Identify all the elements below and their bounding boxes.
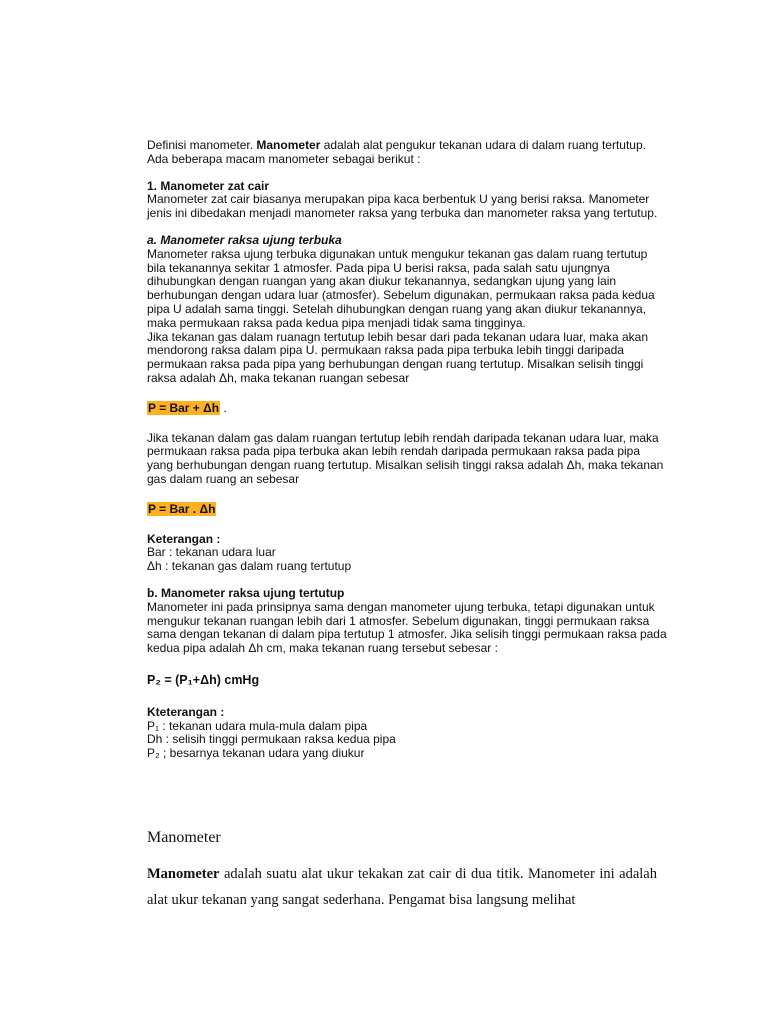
section2-text: adalah suatu alat ukur tekakan zat cair di dua titik. Manometer ini adalah alat ukur tekanan yang sangat sederhana. Pengamat bisa langsung melihat — [147, 866, 657, 908]
sectionA-paragraph2: Jika tekanan gas dalam ruanagn tertutup lebih besar dari pada tekanan udara luar, maka akan mendorong raksa dalam pipa U. permukaan raksa pada pipa terbuka lebih tinggi daripada permukaan raksa pada pipa yang berhubungan dengan ruang tertutup. Misalkan selisih tinggi raksa adalah Δh, maka tekanan ruangan sebesar — [147, 329, 648, 385]
section1-heading: 1. Manometer zat cair — [147, 178, 270, 193]
section2-paragraph — [147, 861, 657, 913]
formula2-line — [147, 503, 667, 517]
formula1-highlight: P = Bar + Δh — [148, 400, 220, 415]
sectionB-heading: b. Manometer raksa ujung tertutup — [147, 585, 345, 600]
sans-text-block — [147, 139, 667, 761]
formula2-highlight: P = Bar . Δh — [148, 501, 216, 516]
keterangan1-line2: Δh : tekanan gas dalam ruang tertutup — [147, 559, 352, 574]
sectionA-heading: a. Manometer raksa ujung terbuka — [147, 232, 342, 247]
formula1-tail: . — [220, 400, 227, 415]
section2-title: Manometer — [147, 829, 221, 846]
keterangan2-line3: P₂ ; besarnya tekanan udara yang diukur — [147, 746, 365, 761]
keterangan2-line1: P₁ : tekanan udara mula-mula dalam pipa — [147, 718, 368, 733]
intro-lead: Definisi manometer. — [147, 138, 257, 152]
sectionA-paragraph1: Manometer raksa ujung terbuka digunakan untuk mengukur tekanan gas dalam ruang tertutup bila tekanannya sekitar 1 atmosfer. Pada pipa U berisi raksa, pada salah satu ujungnya dihubungkan dengan ruangan yang akan diukur tekanannya, sedangkan ujung yang lain berhubungan dengan udara luar (atmosfer). Sebelum digunakan, permukaan raksa pada kedua pipa U adalah sama tinggi. Setelah dihubungkan dengan ruang yang akan diukur tekanannya, maka permukaan raksa pada kedua pipa menjadi tidak sama tingginya. — [147, 246, 655, 330]
section1-text: Manometer zat cair biasanya merupakan pipa kaca berbentuk U yang berisi raksa. Manometer jenis ini dibedakan menjadi manometer raksa yang terbuka dan manometer raksa yang tertutup. — [147, 192, 658, 221]
intro-term: Manometer — [256, 138, 321, 152]
formula3-line: P₂ = (P₁+Δh) cmHg — [147, 672, 260, 687]
keterangan2-line2: Dh : selisih tinggi permukaan raksa kedua pipa — [147, 732, 396, 747]
keterangan1-line1: Bar : tekanan udara luar — [147, 545, 276, 560]
keterangan2-heading: Kteterangan : — [147, 704, 225, 719]
formula1-line — [147, 402, 667, 416]
sectionA-paragraph3: Jika tekanan dalam gas dalam ruangan tertutup lebih rendah daripada tekanan udara luar, maka permukaan raksa pada pipa terbuka akan lebih rendah daripada permukaan raksa pada pipa yang berhubungan dengan ruang tertutup. Misalkan selisih tinggi raksa adalah Δh, maka tekanan gas dalam ruang an sebesar — [147, 430, 664, 486]
intro-paragraph — [147, 139, 667, 167]
intro-rest: adalah alat pengukur tekanan udara di dalam ruang tertutup. Ada beberapa macam manometer sebagai berikut : — [147, 138, 646, 166]
section2-term: Manometer — [147, 866, 220, 882]
sectionB-text: Manometer ini pada prinsipnya sama dengan manometer ujung terbuka, tetapi digunakan untuk mengukur tekanan ruangan lebih dari 1 atmosfer. Sebelum digunakan, tinggi permukaan raksa sama dengan tekanan di dalam pipa tertutup 1 atmosfer. Jika selisih tinggi permukaan raksa pada kedua pipa adalah Δh cm, maka tekanan ruang tersebut sebesar : — [147, 599, 667, 656]
keterangan1-heading: Keterangan : — [147, 531, 221, 546]
